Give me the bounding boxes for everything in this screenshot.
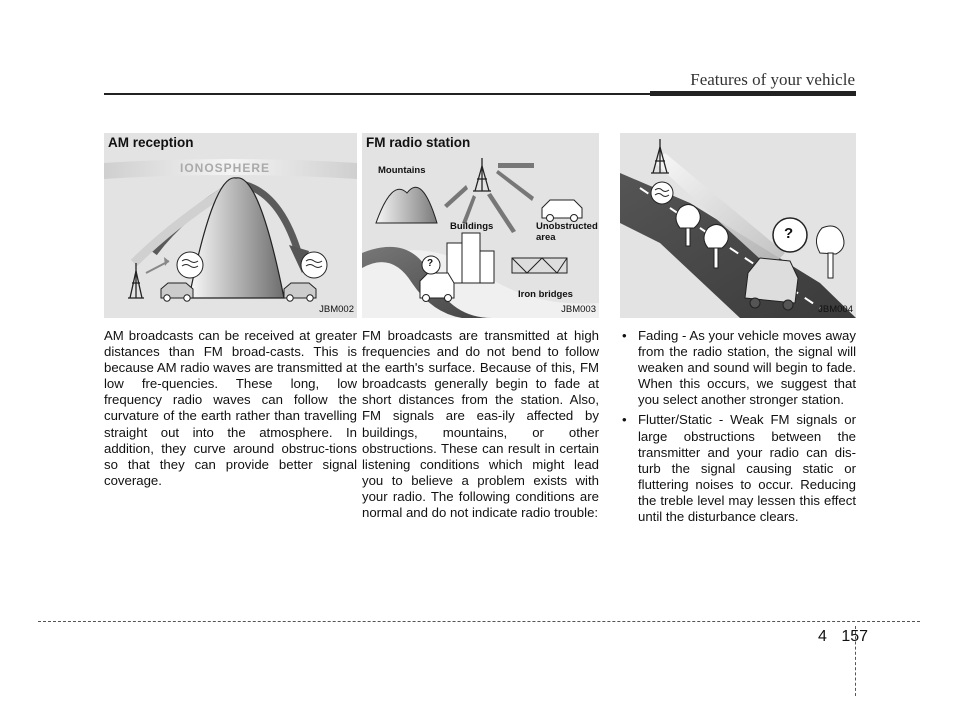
car-icon <box>542 200 582 222</box>
figure-code: JBM003 <box>561 304 596 315</box>
iron-bridge-icon <box>512 258 567 273</box>
signal-bubble-icon <box>177 252 203 278</box>
iron-bridges-label: Iron bridges <box>518 289 573 300</box>
footer-separator <box>855 626 856 696</box>
list-item: • Fading - As your vehicle moves away from the radio station, the signal will weaken and sound will begin to fade. When this occurs, we suggest that you select another stronger station. <box>620 328 856 408</box>
figure-code: JBM004 <box>818 304 853 315</box>
radio-tower-icon <box>473 158 491 191</box>
footer-rule <box>38 621 920 622</box>
ionosphere-label: IONOSPHERE <box>180 161 271 175</box>
body-paragraph-am: AM broadcasts can be received at greater distances than FM broad-casts. This is because AM radio waves are transmitted at low fre-quencies. These long, low frequency radio waves can follow the curvature of the earth rather than travelling straight out into the atmosphere. In addition, they curve around obstruc-tions so that they can provide better signal coverage. <box>104 328 357 488</box>
figure-title: AM reception <box>108 135 194 150</box>
unobstructed-label: Unobstructed <box>536 221 598 232</box>
figure-fm-radio-station <box>362 133 599 318</box>
header-rule-accent <box>650 91 856 96</box>
body-paragraph-fm: FM broadcasts are transmitted at high frequencies and do not bend to follow the earth's surface. Because of this, FM broadcasts generally begin to fade at short distances from the station. Also, FM signals are eas-ily affected by buildings, mountains, or other obstructions. These can result in certain listening conditions which might lead you to believe a problem exists with your radio. The following conditions are normal and do not indicate radio trouble: <box>362 328 599 521</box>
buildings-icon <box>447 233 494 283</box>
fading-illustration <box>620 133 856 318</box>
chapter-number: 4 <box>818 628 827 645</box>
area-label: area <box>536 232 556 243</box>
car-icon <box>284 283 316 301</box>
radio-tower-icon <box>128 263 144 298</box>
figure-fading <box>620 133 856 318</box>
figure-title: FM radio station <box>366 135 471 150</box>
list-item: • Flutter/Static - Weak FM signals or large obstructions between the transmitter and your radio can dis-turb the signal causing static or fluttering noises to occur. Reducing the treble level may lessen this effect until the disturbance clears. <box>620 412 856 525</box>
car-icon <box>161 283 193 301</box>
question-mark: ? <box>427 258 434 269</box>
figure-am-reception <box>104 133 357 318</box>
signal-bubble-icon <box>301 252 327 278</box>
conditions-list <box>620 328 856 529</box>
car-icon <box>420 273 454 302</box>
page-number-value: 157 <box>841 628 869 645</box>
question-mark: ? <box>784 225 794 242</box>
signal-bubble-icon <box>651 182 673 204</box>
mountains-label: Mountains <box>378 165 426 176</box>
figure-code: JBM002 <box>319 304 354 315</box>
buildings-label: Buildings <box>450 221 494 232</box>
page-number <box>818 628 868 646</box>
section-title: Features of your vehicle <box>690 70 855 89</box>
